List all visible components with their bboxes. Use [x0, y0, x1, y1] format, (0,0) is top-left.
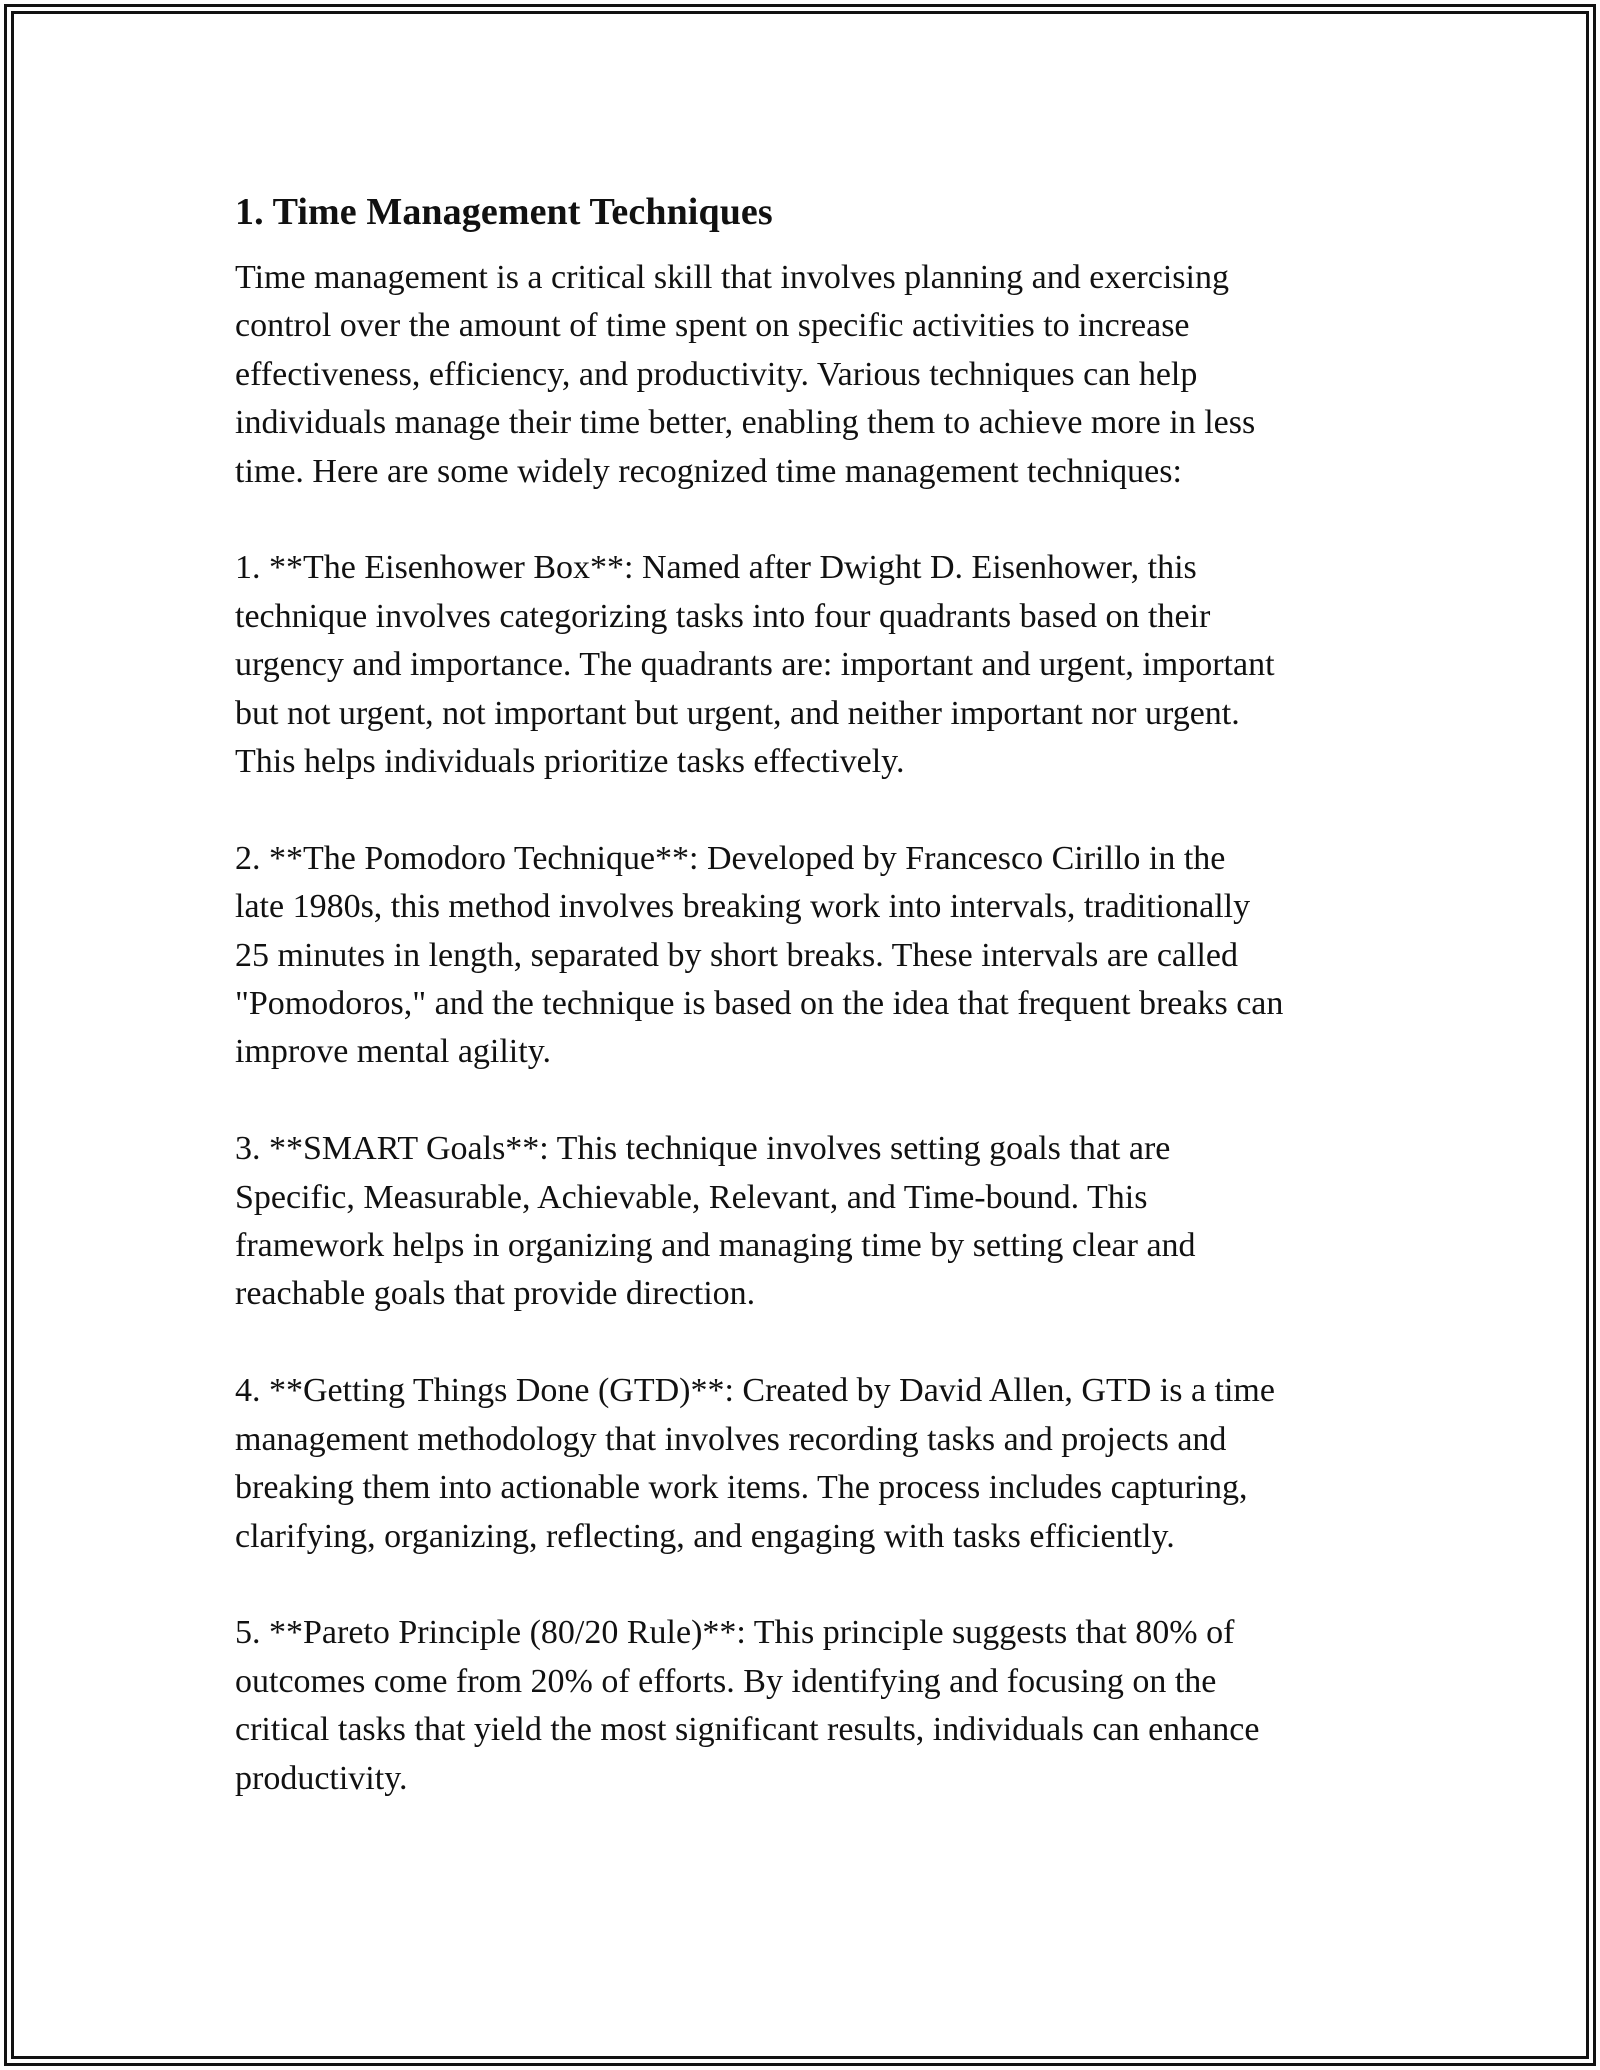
- text-line: technique involves categorizing tasks into four quadrants based on their: [235, 597, 1211, 635]
- text-line: framework helps in organizing and managing time by setting clear and: [235, 1227, 1196, 1265]
- smart-goals-paragraph: [235, 1125, 1385, 1319]
- text-line: This helps individuals prioritize tasks effectively.: [235, 743, 905, 781]
- text-line: management methodology that involves recording tasks and projects and: [235, 1420, 1227, 1458]
- gtd-paragraph: [235, 1367, 1385, 1561]
- text-line: urgency and importance. The quadrants are: important and urgent, important: [235, 646, 1275, 684]
- text-line: breaking them into actionable work items. The process includes capturing,: [235, 1469, 1248, 1507]
- document-body: [235, 254, 1385, 1803]
- text-line: time. Here are some widely recognized time management techniques:: [235, 452, 1182, 490]
- text-line: effectiveness, efficiency, and productivity. Various techniques can help: [235, 355, 1198, 393]
- text-line: control over the amount of time spent on specific activities to increase: [235, 307, 1190, 345]
- text-line: productivity.: [235, 1759, 408, 1797]
- pareto-principle-paragraph: [235, 1609, 1385, 1803]
- text-line: 25 minutes in length, separated by short breaks. These intervals are called: [235, 936, 1238, 974]
- text-line: late 1980s, this method involves breaking work into intervals, traditionally: [235, 888, 1251, 926]
- eisenhower-box-paragraph: [235, 544, 1385, 786]
- text-line: individuals manage their time better, enabling them to achieve more in less: [235, 404, 1256, 442]
- text-line: 4. **Getting Things Done (GTD)**: Created by David Allen, GTD is a time: [235, 1372, 1275, 1410]
- text-line: Specific, Measurable, Achievable, Relevant, and Time-bound. This: [235, 1178, 1148, 1216]
- pomodoro-technique-paragraph: [235, 835, 1385, 1077]
- text-line: but not urgent, not important but urgent, and neither important nor urgent.: [235, 694, 1240, 732]
- text-line: outcomes come from 20% of efforts. By identifying and focusing on the: [235, 1662, 1217, 1700]
- section-heading: 1. Time Management Techniques: [235, 191, 773, 233]
- intro-paragraph: [235, 254, 1385, 496]
- text-line: 3. **SMART Goals**: This technique involves setting goals that are: [235, 1130, 1171, 1168]
- text-line: reachable goals that provide direction.: [235, 1275, 756, 1313]
- text-line: 2. **The Pomodoro Technique**: Developed by Francesco Cirillo in the: [235, 839, 1226, 877]
- text-line: Time management is a critical skill that involves planning and exercising: [235, 259, 1229, 296]
- text-line: "Pomodoros," and the technique is based on the idea that frequent breaks can: [235, 985, 1284, 1023]
- text-line: clarifying, organizing, reflecting, and engaging with tasks efficiently.: [235, 1517, 1175, 1555]
- text-line: critical tasks that yield the most significant results, individuals can enhance: [235, 1711, 1260, 1749]
- text-line: 1. **The Eisenhower Box**: Named after Dwight D. Eisenhower, this: [235, 549, 1197, 587]
- document-content: [235, 186, 1385, 1803]
- text-line: improve mental agility.: [235, 1033, 551, 1071]
- text-line: 5. **Pareto Principle (80/20 Rule)**: This principle suggests that 80% of: [235, 1614, 1235, 1652]
